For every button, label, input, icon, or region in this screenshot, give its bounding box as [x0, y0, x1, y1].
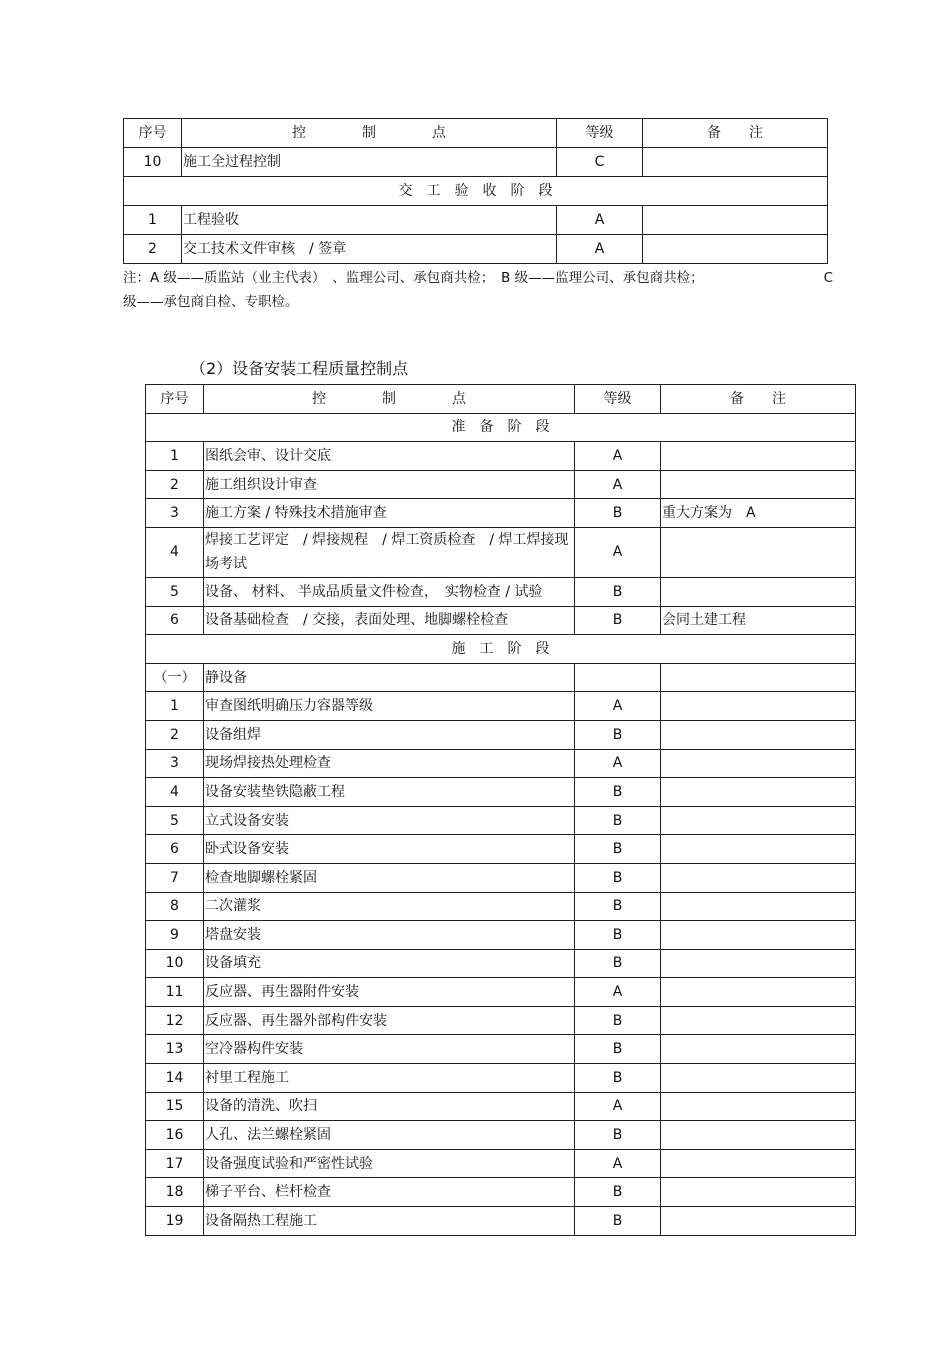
cell-seq: 4: [146, 527, 204, 577]
cell-level: B: [575, 949, 661, 978]
cell-level: B: [575, 921, 661, 950]
cell-level: B: [575, 1178, 661, 1207]
cell-remark: [661, 527, 856, 577]
cell-remark: [661, 949, 856, 978]
cell-seq: 15: [146, 1092, 204, 1121]
cell-seq: 2: [146, 720, 204, 749]
cell-seq: 14: [146, 1064, 204, 1093]
note-line-1-end: C: [823, 270, 833, 286]
header-level: 等级: [575, 385, 661, 414]
cell-control: 设备的清洗、吹扫: [204, 1092, 575, 1121]
cell-control: 卧式设备安装: [204, 835, 575, 864]
cell-level: B: [575, 863, 661, 892]
table-row: [146, 978, 856, 1007]
table-row: [146, 1207, 856, 1236]
table-row: [146, 606, 856, 635]
cell-level: A: [575, 749, 661, 778]
stage-row: [146, 413, 856, 442]
cell-seq: 2: [124, 235, 182, 264]
table-row: [146, 892, 856, 921]
cell-level: B: [575, 1064, 661, 1093]
cell-seq: 6: [146, 606, 204, 635]
cell-control: 反应器、再生器外部构件安装: [204, 1006, 575, 1035]
cell-seq: 8: [146, 892, 204, 921]
cell-seq: 13: [146, 1035, 204, 1064]
cell-level: A: [575, 470, 661, 499]
cell-level: B: [575, 1121, 661, 1150]
header-remark: 备 注: [661, 385, 856, 414]
group-seq: （一）: [146, 663, 204, 692]
cell-remark: [661, 1064, 856, 1093]
table-row: [146, 1092, 856, 1121]
group-row: [146, 663, 856, 692]
cell-level: B: [575, 1035, 661, 1064]
cell-level: B: [575, 1006, 661, 1035]
cell-control: 审查图纸明确压力容器等级: [204, 692, 575, 721]
group-title: 静设备: [204, 663, 575, 692]
cell-control: 检查地脚螺栓紧固: [204, 863, 575, 892]
group-remark: [661, 663, 856, 692]
cell-seq: 1: [146, 692, 204, 721]
cell-seq: 18: [146, 1178, 204, 1207]
header-remark: 备 注: [643, 119, 828, 148]
cell-remark: [661, 1149, 856, 1178]
group-level: [575, 663, 661, 692]
cell-level: B: [575, 577, 661, 606]
cell-remark: [643, 206, 828, 235]
cell-control: 设备隔热工程施工: [204, 1207, 575, 1236]
cell-control: 施工组织设计审查: [204, 470, 575, 499]
cell-remark: [661, 720, 856, 749]
table-row: [146, 1178, 856, 1207]
cell-level: B: [575, 720, 661, 749]
cell-remark: [661, 806, 856, 835]
cell-remark: [661, 692, 856, 721]
table-row: [146, 921, 856, 950]
cell-remark: [661, 1006, 856, 1035]
cell-remark: [661, 1207, 856, 1236]
table-row: [146, 720, 856, 749]
cell-control: 二次灌浆: [204, 892, 575, 921]
cell-control: 立式设备安装: [204, 806, 575, 835]
cell-seq: 6: [146, 835, 204, 864]
cell-remark: [661, 470, 856, 499]
cell-level: A: [575, 1149, 661, 1178]
stage-preparation: 准 备 阶 段: [146, 413, 856, 442]
header-control: 控 制 点: [204, 385, 575, 414]
cell-remark: [661, 1178, 856, 1207]
table-row: [146, 1121, 856, 1150]
table-row: [146, 806, 856, 835]
cell-remark: [661, 1035, 856, 1064]
cell-level: A: [575, 527, 661, 577]
cell-seq: 10: [146, 949, 204, 978]
cell-level: A: [557, 206, 643, 235]
cell-level: B: [575, 1207, 661, 1236]
cell-remark: [661, 1121, 856, 1150]
cell-remark: 会同土建工程: [661, 606, 856, 635]
cell-seq: 10: [124, 148, 182, 177]
cell-control: 梯子平台、栏杆检查: [204, 1178, 575, 1207]
cell-control: 空冷器构件安装: [204, 1035, 575, 1064]
cell-control: 设备、 材料、 半成品质量文件检查， 实物检查 / 试验: [204, 577, 575, 606]
table-row: [146, 835, 856, 864]
cell-remark: [661, 835, 856, 864]
cell-seq: 1: [124, 206, 182, 235]
cell-level: B: [575, 778, 661, 807]
header-seq: 序号: [146, 385, 204, 414]
cell-level: B: [575, 835, 661, 864]
cell-control: 设备基础检查 / 交接，表面处理、地脚螺栓检查: [204, 606, 575, 635]
cell-control: 现场焊接热处理检查: [204, 749, 575, 778]
cell-level: C: [557, 148, 643, 177]
stage-construction: 施 工 阶 段: [146, 635, 856, 664]
table-row: [146, 1006, 856, 1035]
cell-control: 焊接工艺评定 / 焊接规程 / 焊工资质检查 / 焊工焊接现场考试: [204, 527, 575, 577]
cell-remark: 重大方案为 A: [661, 499, 856, 528]
stage-acceptance: 交 工 验 收 阶 段: [124, 177, 828, 206]
cell-seq: 16: [146, 1121, 204, 1150]
table-row: [146, 527, 856, 577]
cell-control: 人孔、法兰螺栓紧固: [204, 1121, 575, 1150]
cell-level: A: [557, 235, 643, 264]
table-row: [146, 442, 856, 471]
stage-row: [124, 177, 828, 206]
cell-level: B: [575, 892, 661, 921]
cell-seq: 3: [146, 749, 204, 778]
cell-level: A: [575, 692, 661, 721]
equipment-control-table: [145, 384, 856, 1236]
cell-seq: 2: [146, 470, 204, 499]
cell-seq: 9: [146, 921, 204, 950]
table-header-row: [124, 119, 828, 148]
cell-control: 工程验收: [182, 206, 557, 235]
cell-seq: 1: [146, 442, 204, 471]
table-row: [146, 863, 856, 892]
table-row: [146, 692, 856, 721]
note-line-1: 注：A 级——质监站（业主代表） 、监理公司、承包商共检； B 级——监理公司、承包商共检；: [123, 270, 704, 286]
level-note: [123, 266, 833, 314]
section-title: （2）设备安装工程质量控制点: [190, 359, 409, 378]
table-row: [146, 1035, 856, 1064]
cell-seq: 19: [146, 1207, 204, 1236]
cell-control: 设备强度试验和严密性试验: [204, 1149, 575, 1178]
cell-control: 反应器、再生器附件安装: [204, 978, 575, 1007]
cell-control: 衬里工程施工: [204, 1064, 575, 1093]
cell-level: A: [575, 1092, 661, 1121]
cell-seq: 17: [146, 1149, 204, 1178]
cell-control: 设备组焊: [204, 720, 575, 749]
cell-control: 交工技术文件审核 / 签章: [182, 235, 557, 264]
cell-seq: 12: [146, 1006, 204, 1035]
cell-remark: [643, 235, 828, 264]
table-row: [146, 470, 856, 499]
cell-seq: 5: [146, 577, 204, 606]
acceptance-table: [123, 118, 828, 264]
cell-level: B: [575, 499, 661, 528]
cell-control: 设备安装垫铁隐蔽工程: [204, 778, 575, 807]
cell-remark: [661, 749, 856, 778]
cell-remark: [661, 892, 856, 921]
cell-level: A: [575, 442, 661, 471]
cell-control: 施工方案 / 特殊技术措施审查: [204, 499, 575, 528]
cell-seq: 4: [146, 778, 204, 807]
table-row: [146, 499, 856, 528]
table-header-row: [146, 385, 856, 414]
cell-control: 图纸会审、设计交底: [204, 442, 575, 471]
cell-remark: [661, 921, 856, 950]
cell-control: 设备填充: [204, 949, 575, 978]
table-row: [146, 949, 856, 978]
cell-control: 施工全过程控制: [182, 148, 557, 177]
cell-seq: 3: [146, 499, 204, 528]
header-seq: 序号: [124, 119, 182, 148]
cell-remark: [661, 442, 856, 471]
table-row: [146, 1064, 856, 1093]
cell-remark: [661, 1092, 856, 1121]
table-row: [146, 749, 856, 778]
cell-level: B: [575, 806, 661, 835]
cell-control: 塔盘安装: [204, 921, 575, 950]
cell-remark: [661, 978, 856, 1007]
table-row: [124, 206, 828, 235]
table-row: [146, 778, 856, 807]
cell-level: B: [575, 606, 661, 635]
cell-level: A: [575, 978, 661, 1007]
cell-seq: 5: [146, 806, 204, 835]
cell-remark: [661, 863, 856, 892]
cell-remark: [643, 148, 828, 177]
cell-seq: 7: [146, 863, 204, 892]
table-row: [146, 577, 856, 606]
cell-remark: [661, 778, 856, 807]
header-level: 等级: [557, 119, 643, 148]
table-row: [124, 148, 828, 177]
header-control: 控 制 点: [182, 119, 557, 148]
cell-remark: [661, 577, 856, 606]
cell-seq: 11: [146, 978, 204, 1007]
table-row: [146, 1149, 856, 1178]
stage-row: [146, 635, 856, 664]
table-row: [124, 235, 828, 264]
note-line-2: 级——承包商自检、专职检。: [123, 294, 299, 310]
